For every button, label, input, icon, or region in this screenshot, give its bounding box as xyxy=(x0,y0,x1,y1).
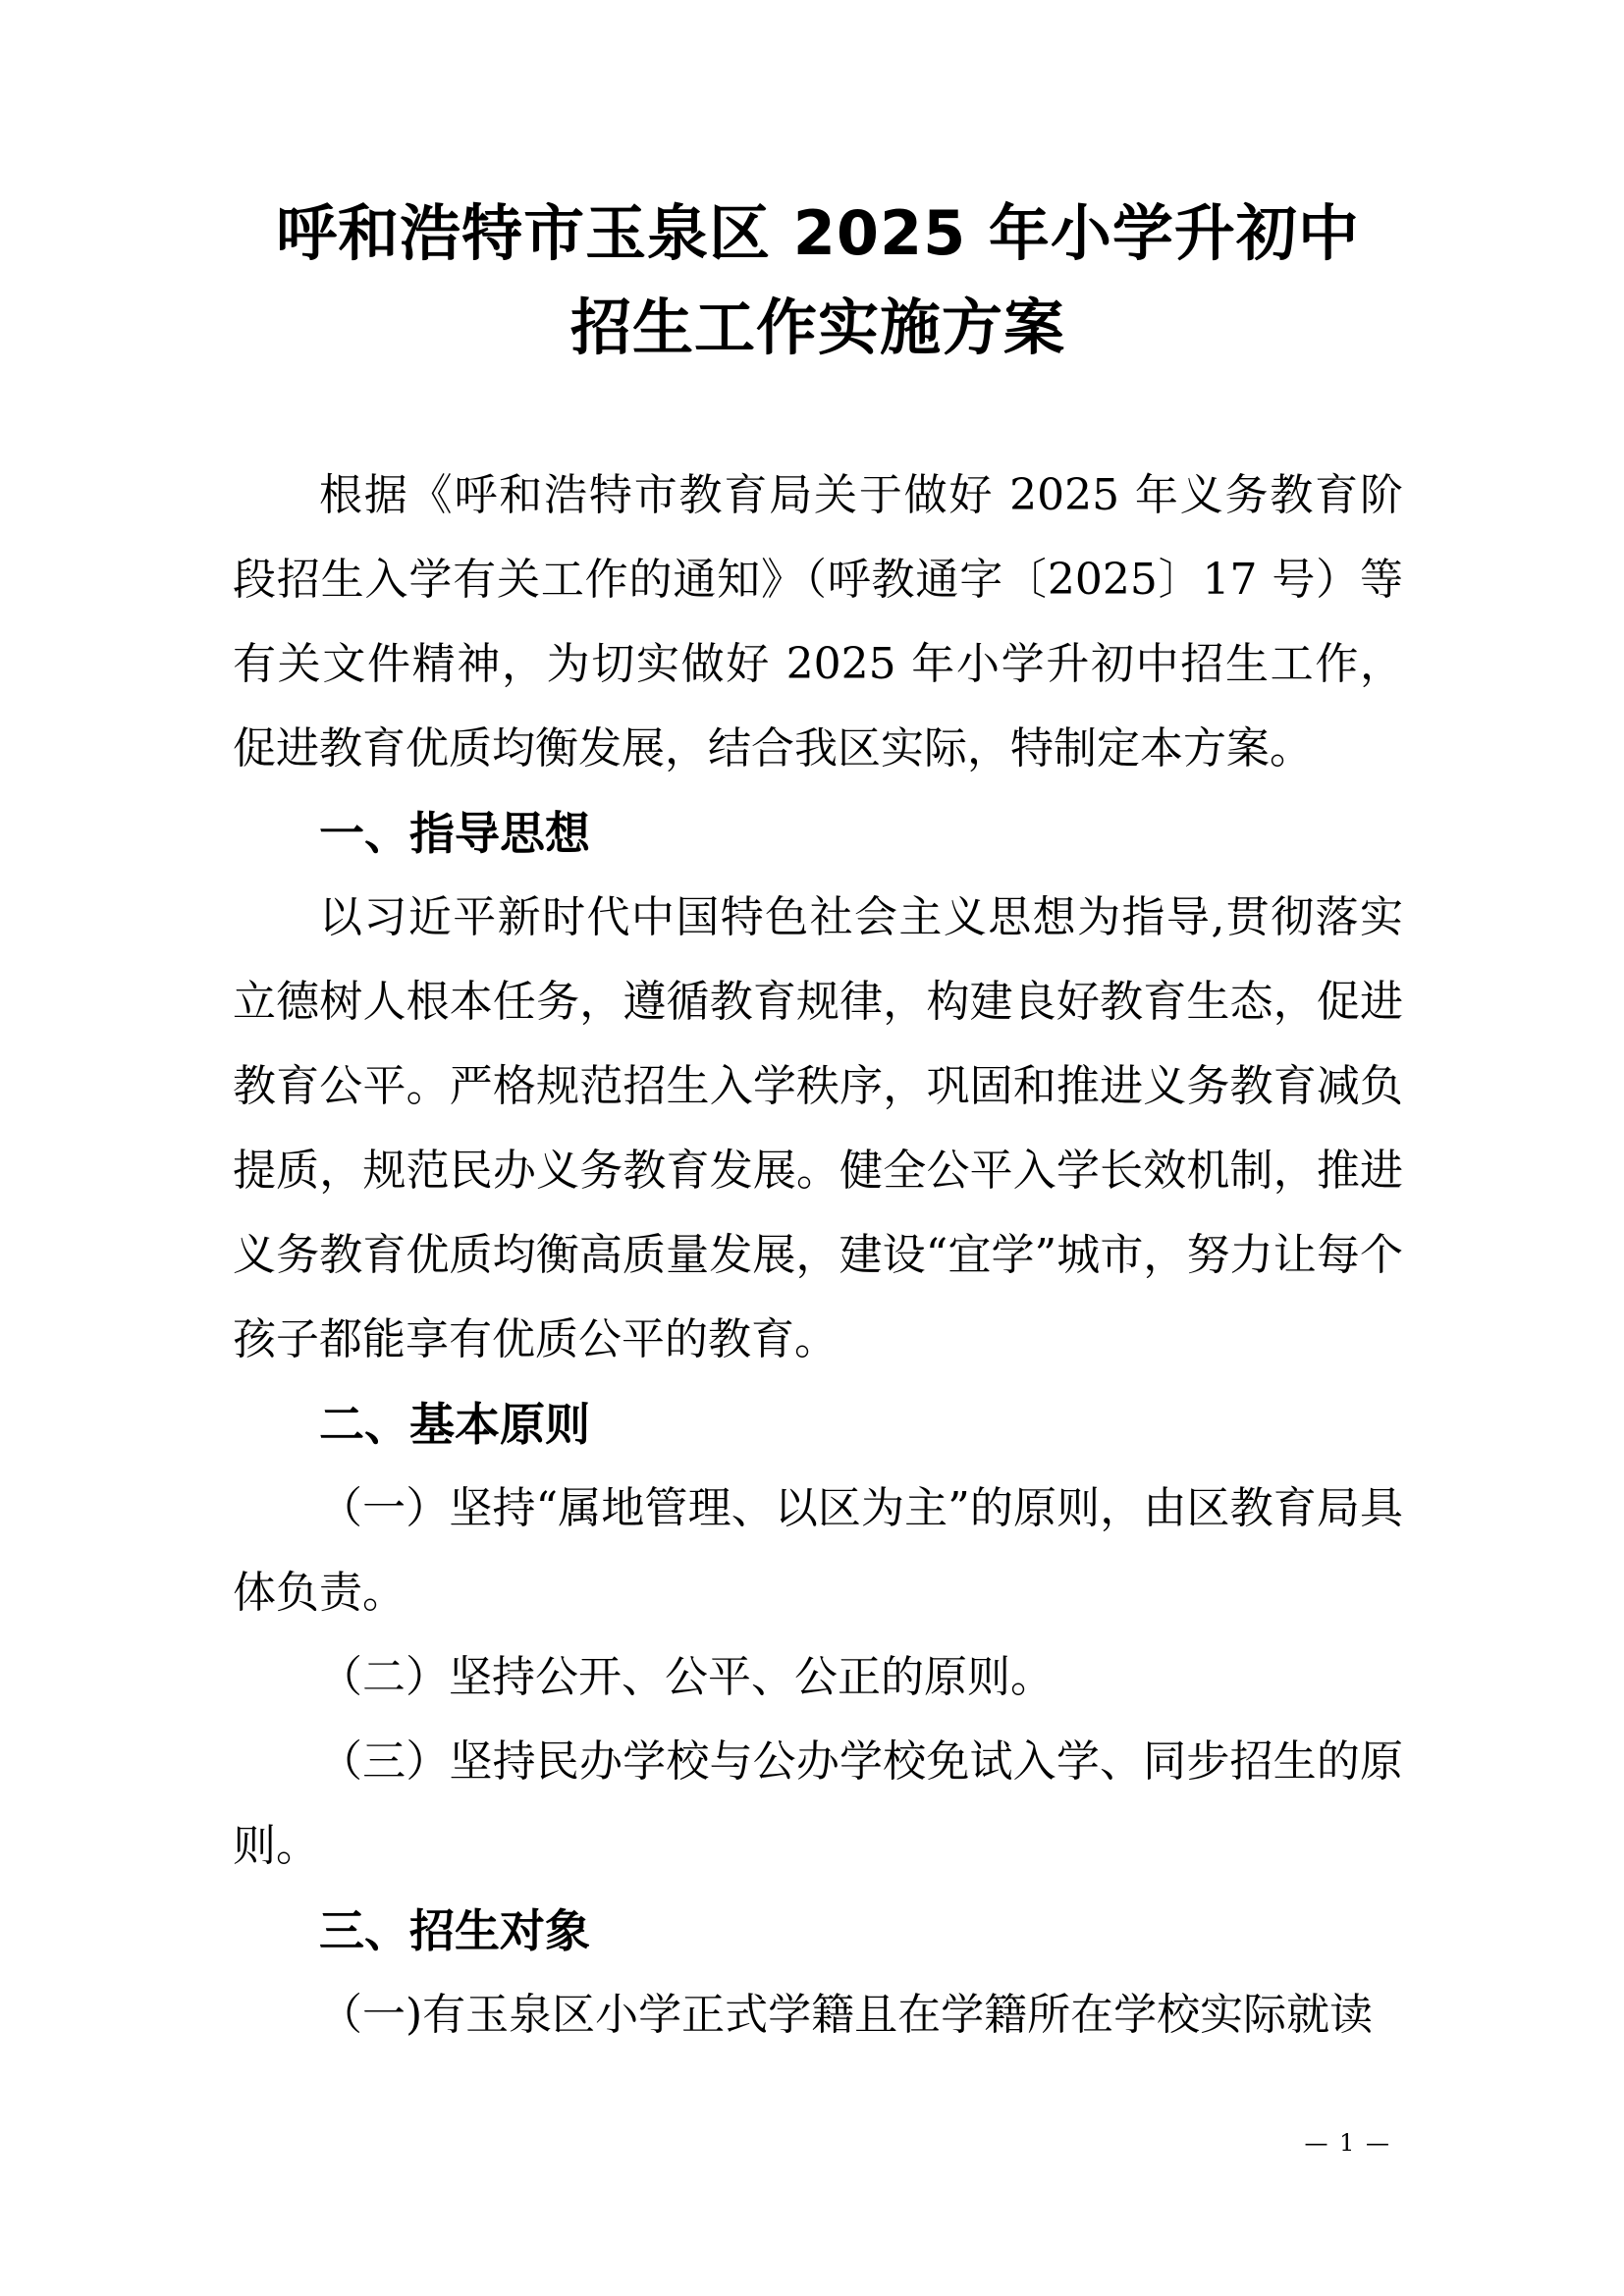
page-number: — 1 — xyxy=(1304,2129,1391,2157)
intro-paragraph: 根据《呼和浩特市教育局关于做好 2025 年义务教育阶段招生入学有关工作的通知》（呼教通字〔2025〕17 号）等有关文件精神，为切实做好 2025 年小学升初中招生工作，促进教育优质均衡发展，结合我区实际，特制定本方案。 xyxy=(233,470,1403,774)
section-2-paragraph-2: （二）坚持公开、公平、公正的原则。 xyxy=(319,1652,1054,1702)
section-3-paragraph-1: （一)有玉泉区小学正式学籍且在学籍所在学校实际就读 xyxy=(319,1990,1374,2040)
title-line-2: 招生工作实施方案 xyxy=(569,292,1065,363)
section-heading-2: 二、基本原则 xyxy=(319,1398,590,1451)
document-content xyxy=(233,0,1403,2057)
section-2-paragraph-1: （一）坚持“属地管理、以区为主”的原则，由区教育局具体负责。 xyxy=(233,1483,1403,1618)
section-heading-3: 三、招生对象 xyxy=(319,1904,590,1957)
document-title xyxy=(233,187,1403,375)
document-body xyxy=(233,454,1403,2057)
section-2-paragraph-3: （三）坚持民办学校与公办学校免试入学、同步招生的原则。 xyxy=(233,1736,1403,1871)
section-1-paragraph-1: 以习近平新时代中国特色社会主义思想为指导,贯彻落实立德树人根本任务，遵循教育规律，构建良好教育生态，促进教育公平。严格规范招生入学秩序，巩固和推进义务教育减负提质，规范民办义务教育发展。健全公平入学长效机制，推进义务教育优质均衡高质量发展，建设“宜学”城市，努力让每个孩子都能享有优质公平的教育。 xyxy=(233,892,1403,1364)
section-heading-1: 一、指导思想 xyxy=(319,807,590,860)
title-line-1: 呼和浩特市玉泉区 2025 年小学升初中 xyxy=(276,197,1360,269)
